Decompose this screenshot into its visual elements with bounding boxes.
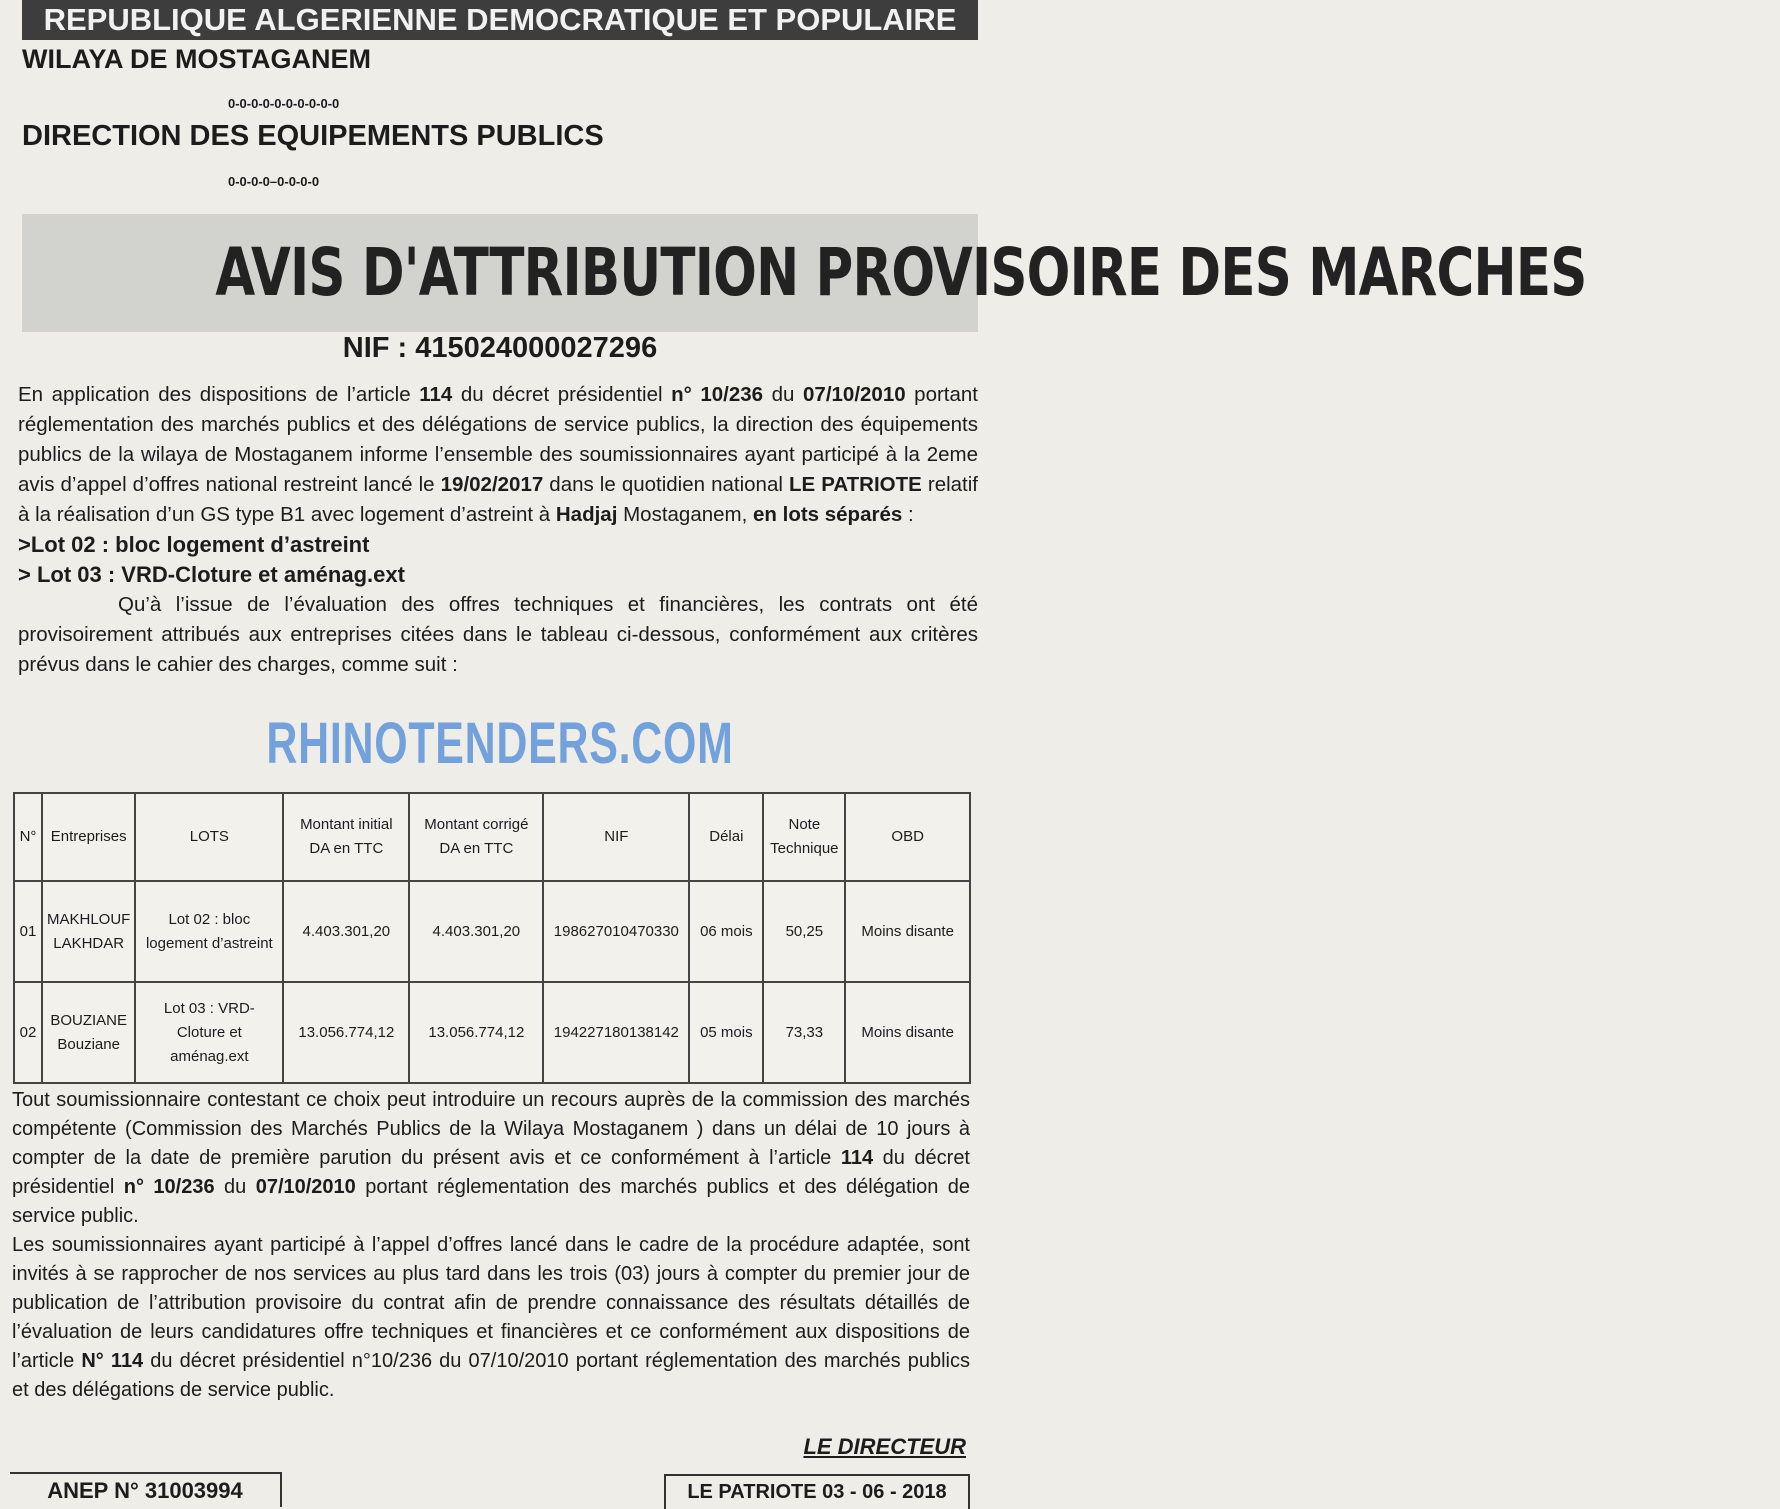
intro-text bbox=[18, 380, 978, 680]
cell-note: 50,25 bbox=[763, 881, 845, 982]
header-montant-initial: Montant initial DA en TTC bbox=[283, 793, 409, 881]
notice-title: AVIS D'ATTRIBUTION PROVISOIRE DES MARCHES bbox=[215, 234, 1587, 311]
cell-lot: Lot 03 : VRD-Cloture et aménag.ext bbox=[135, 982, 283, 1083]
cell-number: 01 bbox=[14, 881, 42, 982]
watermark: RHINOTENDERS.COM bbox=[266, 711, 734, 776]
table-row bbox=[14, 982, 970, 1083]
header-obd: OBD bbox=[845, 793, 970, 881]
table-row bbox=[14, 881, 970, 982]
header-lots: LOTS bbox=[135, 793, 283, 881]
lot-item: >Lot 02 : bloc logement d’astreint bbox=[18, 532, 370, 557]
results-table bbox=[13, 792, 971, 1084]
header-delai: Délai bbox=[689, 793, 763, 881]
table-header-row bbox=[14, 793, 970, 881]
cell-nif: 194227180138142 bbox=[543, 982, 689, 1083]
appeal-paragraph: Tout soumissionnaire contestant ce choix peut introduire un recours auprès de la commission des marchés compétente (Commission des Marchés Publics de la Wilaya Mostaganem ) dans un délai de 10 jours à compter de la date de première parution du présent avis et ce conformément à l’article 114 du décret présidentiel n° 10/236 du 07/10/2010 portant réglementation des marchés publics et des délégation de service public. bbox=[12, 1089, 971, 1227]
evaluation-paragraph: Qu’à l’issue de l’évaluation des offres techniques et financières, les contrats ont été provisoirement attribués aux entreprises citées dans le tableau ci-dessous, conformément aux critères prévus dans le cahier des charges, comme suit : bbox=[18, 593, 978, 676]
cell-number: 02 bbox=[14, 982, 42, 1083]
cell-note: 73,33 bbox=[763, 982, 845, 1083]
cell-entreprise: MAKHLOUF LAKHDAR bbox=[42, 881, 135, 982]
nif-number: NIF : 415024000027296 bbox=[342, 332, 658, 364]
header-entreprises: Entreprises bbox=[42, 793, 135, 881]
header-montant-corrige: Montant corrigé DA en TTC bbox=[409, 793, 543, 881]
cell-montant-initial: 4.403.301,20 bbox=[283, 881, 409, 982]
newspaper-footer: LE PATRIOTE 03 - 06 - 2018 bbox=[664, 1474, 970, 1509]
outro-text bbox=[12, 1086, 970, 1405]
separator-2: 0-0-0-0–0-0-0-0 bbox=[228, 174, 320, 189]
header-note-technique: Note Technique bbox=[763, 793, 845, 881]
republic-banner: REPUBLIQUE ALGERIENNE DEMOCRATIQUE ET POPULAIRE bbox=[22, 0, 978, 40]
header-nif: NIF bbox=[543, 793, 689, 881]
header-number: N° bbox=[14, 793, 42, 881]
cell-delai: 05 mois bbox=[689, 982, 763, 1083]
cell-obd: Moins disante bbox=[845, 982, 970, 1083]
cell-montant-initial: 13.056.774,12 bbox=[283, 982, 409, 1083]
cell-lot: Lot 02 : bloc logement d’astreint bbox=[135, 881, 283, 982]
cell-nif: 198627010470330 bbox=[543, 881, 689, 982]
cell-delai: 06 mois bbox=[689, 881, 763, 982]
cell-montant-corrige: 13.056.774,12 bbox=[409, 982, 543, 1083]
separator-1: 0-0-0-0-0-0-0-0-0-0 bbox=[228, 96, 340, 111]
direction-heading: DIRECTION DES EQUIPEMENTS PUBLICS bbox=[22, 120, 604, 152]
results-paragraph: Les soumissionnaires ayant participé à l’appel d’offres lancé dans le cadre de la procédure adaptée, sont invités à se rapprocher de nos services au plus tard dans les trois (03) jours à compter du premier jour de publication de l’attribution provisoire du contrat afin de prendre connaissance des résultats détaillés de l’évaluation de leurs candidatures offre techniques et financières et ce conformément aux dispositions de l’article N° 114 du décret présidentiel n°10/236 du 07/10/2010 portant réglementation des marchés publics et des délégations de service public. bbox=[12, 1234, 971, 1401]
cell-obd: Moins disante bbox=[845, 881, 970, 982]
intro-paragraph: En application des dispositions de l’article 114 du décret présidentiel n° 10/236 du 07/10/2010 portant réglementation des marchés publics et des délégations de service publics, la direction des équipements publics de la wilaya de Mostaganem informe l’ensemble des soumissionnaires ayant participé à la 2eme avis d’appel d’offres national restreint lancé le 19/02/2017 dans le quotidien national LE PATRIOTE relatif à la réalisation d’un GS type B1 avec logement d’astreint à Hadjaj Mostaganem, en lots séparés : bbox=[18, 383, 979, 526]
wilaya-heading: WILAYA DE MOSTAGANEM bbox=[22, 44, 372, 74]
anep-number: ANEP N° 31003994 bbox=[10, 1472, 282, 1507]
title-banner bbox=[22, 214, 1587, 332]
signature: LE DIRECTEUR bbox=[803, 1434, 966, 1459]
cell-entreprise: BOUZIANE Bouziane bbox=[42, 982, 135, 1083]
lot-item: > Lot 03 : VRD-Cloture et aménag.ext bbox=[18, 562, 405, 587]
cell-montant-corrige: 4.403.301,20 bbox=[409, 881, 543, 982]
